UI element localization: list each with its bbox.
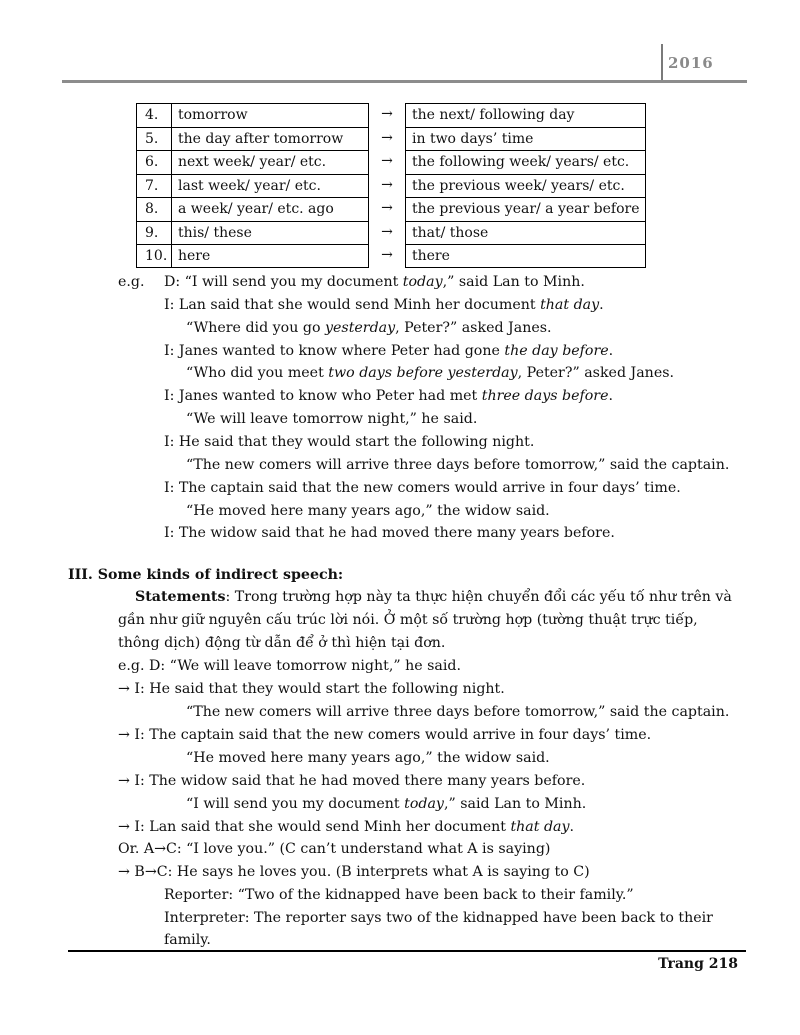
arrow-icon: → (381, 223, 393, 240)
example-line: → I: Lan said that she would send Minh her document that day. (118, 819, 575, 835)
table-row (136, 197, 646, 221)
section-heading: III. Some kinds of indirect speech: (68, 567, 344, 583)
row-number: 8. (136, 197, 172, 221)
header-year: 2016 (668, 54, 714, 72)
header-divider (661, 44, 663, 80)
example-line: I: Janes wanted to know who Peter had met three days before. (164, 388, 613, 404)
example-line: “The new comers will arrive three days before tomorrow,” said the captain. (186, 457, 730, 473)
paragraph-line: gần như giữ nguyên cấu trúc lời nói. Ở một số trường hợp (tường thuật trực tiếp, (118, 612, 698, 628)
table-row (136, 150, 646, 174)
arrow-icon: → (381, 129, 393, 146)
example-line: “We will leave tomorrow night,” he said. (186, 411, 478, 427)
direct-term: the day after tomorrow (172, 127, 369, 151)
arrow-icon: → (381, 247, 393, 263)
example-label: e.g. (118, 274, 145, 290)
direct-term: next week/ year/ etc. (172, 150, 369, 174)
example-line: “He moved here many years ago,” the widow said. (186, 503, 550, 519)
example-line: “Who did you meet two days before yesterday, Peter?” asked Janes. (186, 365, 675, 381)
example-line: “I will send you my document today,” said Lan to Minh. (186, 796, 587, 812)
indirect-term: that/ those (405, 221, 646, 245)
example-line: “Where did you go yesterday, Peter?” asked Janes. (186, 320, 552, 336)
direct-term: last week/ year/ etc. (172, 174, 369, 198)
arrow-icon: → (381, 106, 393, 122)
row-number: 10. (136, 244, 172, 268)
row-number: 7. (136, 174, 172, 198)
indirect-term: there (405, 244, 646, 268)
table-row (136, 103, 646, 127)
example-line: Reporter: “Two of the kidnapped have been back to their family.” (164, 887, 634, 903)
conversion-table (136, 103, 646, 268)
paragraph-line: Statements: Trong trường hợp này ta thực hiện chuyển đổi các yếu tố như trên và (135, 589, 732, 605)
example-line: → I: He said that they would start the following night. (118, 681, 505, 697)
row-number: 6. (136, 150, 172, 174)
example-line: Interpreter: The reporter says two of the kidnapped have been back to their (164, 910, 713, 926)
indirect-term: the following week/ years/ etc. (405, 150, 646, 174)
example-line: Or. A→C: “I love you.” (C can’t understand what A is saying) (118, 841, 551, 857)
example-line: “He moved here many years ago,” the widow said. (186, 750, 550, 766)
example-line: I: Lan said that she would send Minh her document that day. (164, 297, 604, 313)
page-number: Trang 218 (658, 956, 738, 972)
row-number: 4. (136, 103, 172, 127)
arrow-icon: → (381, 176, 393, 193)
arrow-icon: → (381, 153, 393, 169)
direct-term: here (172, 244, 369, 268)
example-line: → I: The captain said that the new comers would arrive in four days’ time. (118, 727, 652, 743)
table-row (136, 127, 646, 151)
arrow-icon: → (381, 200, 393, 216)
direct-term: tomorrow (172, 103, 369, 127)
example-line: I: The widow said that he had moved there many years before. (164, 525, 615, 541)
indirect-term: the previous year/ a year before (405, 197, 646, 221)
example-line: → I: The widow said that he had moved there many years before. (118, 773, 586, 789)
table-row (136, 221, 646, 245)
indirect-term: the previous week/ years/ etc. (405, 174, 646, 198)
example-line: “The new comers will arrive three days before tomorrow,” said the captain. (186, 704, 730, 720)
footer-rule (68, 950, 746, 952)
example-line: → B→C: He says he loves you. (B interprets what A is saying to C) (118, 864, 590, 880)
header-rule (62, 80, 747, 83)
example-line: I: He said that they would start the following night. (164, 434, 535, 450)
paragraph-line: thông dịch) động từ dẫn để ở thì hiện tại đơn. (118, 635, 446, 651)
indirect-term: the next/ following day (405, 103, 646, 127)
example-line: D: “I will send you my document today,” said Lan to Minh. (164, 274, 585, 290)
example-line: I: The captain said that the new comers would arrive in four days’ time. (164, 480, 681, 496)
indirect-term: in two days’ time (405, 127, 646, 151)
table-row (136, 244, 646, 268)
example-line: I: Janes wanted to know where Peter had gone the day before. (164, 343, 614, 359)
example-line: family. (164, 932, 211, 948)
direct-term: this/ these (172, 221, 369, 245)
row-number: 9. (136, 221, 172, 245)
direct-term: a week/ year/ etc. ago (172, 197, 369, 221)
row-number: 5. (136, 127, 172, 151)
example-line: e.g. D: “We will leave tomorrow night,” he said. (118, 658, 462, 674)
table-row (136, 174, 646, 198)
